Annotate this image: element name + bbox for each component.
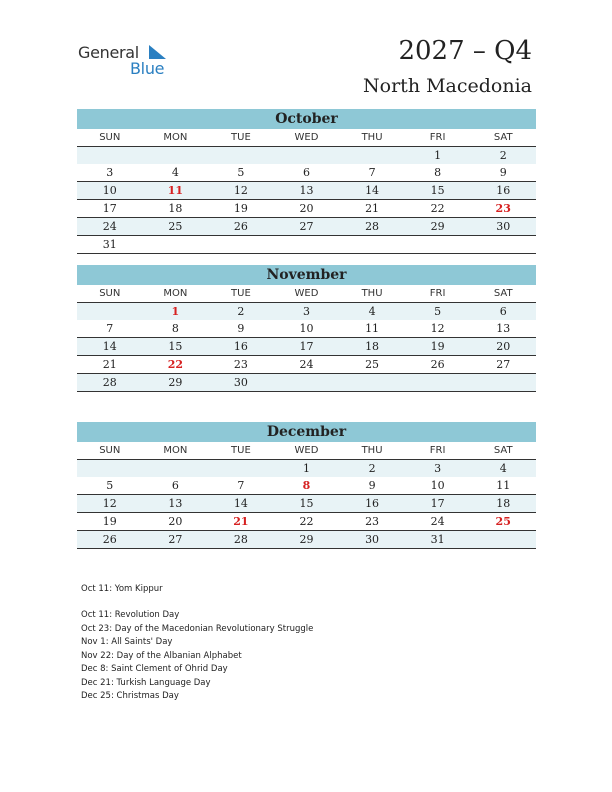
weekday-label: FRI [429, 445, 446, 456]
day-cell: 26 [233, 220, 248, 233]
day-cell: 13 [496, 322, 511, 335]
day-cell: 24 [299, 358, 314, 371]
day-cell: 23 [495, 202, 511, 215]
day-cell: 2 [368, 462, 376, 475]
holiday-note: Oct 23: Day of the Macedonian Revolutionary Struggle [81, 623, 314, 634]
month-november [77, 265, 536, 392]
day-cell: 28 [102, 376, 117, 389]
weekday-label: FRI [429, 288, 446, 299]
week-row [77, 495, 536, 513]
day-cell: 4 [499, 462, 507, 475]
day-cell: 25 [495, 515, 511, 528]
day-cell: 27 [299, 220, 314, 233]
week-row [77, 303, 536, 320]
weekday-label: SAT [493, 288, 513, 299]
day-cell: 29 [168, 376, 183, 389]
empty-day-cell [208, 460, 274, 477]
empty-day-cell [339, 374, 405, 391]
empty-day-cell [470, 531, 536, 548]
day-cell: 12 [430, 322, 445, 335]
month-title: October [77, 109, 536, 129]
weekday-label: THU [361, 445, 383, 456]
day-cell: 22 [299, 515, 314, 528]
week-row [77, 374, 536, 392]
weekday-header-row [77, 285, 536, 303]
month-title: December [77, 422, 536, 442]
holiday-note: Oct 11: Revolution Day [81, 610, 180, 620]
day-cell: 16 [365, 497, 380, 510]
day-cell: 22 [167, 358, 183, 371]
day-cell: 11 [496, 479, 511, 492]
day-cell: 18 [168, 202, 183, 215]
day-cell: 6 [171, 479, 179, 492]
weekday-label: TUE [231, 132, 251, 143]
empty-day-cell [470, 236, 536, 253]
day-cell: 31 [102, 238, 117, 251]
empty-day-cell [143, 460, 209, 477]
month-december [77, 422, 536, 549]
week-row [77, 513, 536, 531]
day-cell: 15 [168, 340, 183, 353]
day-cell: 2 [499, 149, 507, 162]
week-row [77, 147, 536, 164]
day-cell: 23 [233, 358, 248, 371]
week-row [77, 164, 536, 182]
weekday-label: FRI [429, 132, 446, 143]
logo-triangle-icon [149, 45, 167, 61]
logo-text-blue: Blue [130, 59, 165, 78]
holiday-note: Dec 25: Christmas Day [81, 691, 179, 701]
day-cell: 21 [102, 358, 117, 371]
holiday-note: Nov 1: All Saints' Day [81, 637, 173, 647]
day-cell: 16 [233, 340, 248, 353]
day-cell: 17 [430, 497, 445, 510]
day-cell: 1 [434, 149, 442, 162]
day-cell: 19 [233, 202, 248, 215]
empty-day-cell [339, 147, 405, 164]
empty-day-cell [208, 236, 274, 253]
day-cell: 3 [106, 166, 114, 179]
holiday-note: Dec 8: Saint Clement of Ohrid Day [81, 664, 228, 674]
day-cell: 7 [106, 322, 114, 335]
empty-day-cell [77, 147, 143, 164]
day-cell: 17 [102, 202, 117, 215]
day-cell: 18 [496, 497, 511, 510]
week-row [77, 356, 536, 374]
day-cell: 8 [171, 322, 179, 335]
day-cell: 24 [430, 515, 445, 528]
empty-day-cell [77, 460, 143, 477]
empty-day-cell [405, 374, 471, 391]
day-cell: 31 [430, 533, 445, 546]
month-october [77, 109, 536, 254]
empty-day-cell [274, 236, 340, 253]
empty-day-cell [77, 303, 143, 320]
empty-day-cell [274, 147, 340, 164]
empty-day-cell [339, 236, 405, 253]
day-cell: 11 [167, 184, 183, 197]
weekday-label: SUN [99, 288, 121, 299]
day-cell: 8 [434, 166, 442, 179]
holiday-note: Dec 21: Turkish Language Day [81, 677, 211, 688]
weekday-label: MON [163, 132, 188, 143]
week-row [77, 182, 536, 200]
day-cell: 29 [299, 533, 314, 546]
day-cell: 26 [430, 358, 445, 371]
holiday-note: Nov 22: Day of the Albanian Alphabet [81, 650, 242, 661]
day-cell: 20 [299, 202, 314, 215]
day-cell: 13 [168, 497, 183, 510]
logo [78, 43, 178, 79]
day-cell: 15 [299, 497, 314, 510]
week-row [77, 218, 536, 236]
month-title: November [77, 265, 536, 285]
weekday-label: THU [361, 288, 383, 299]
empty-day-cell [274, 374, 340, 391]
day-cell: 12 [233, 184, 248, 197]
day-cell: 14 [233, 497, 248, 510]
week-row [77, 338, 536, 356]
day-cell: 23 [365, 515, 380, 528]
weekday-label: MON [163, 288, 188, 299]
day-cell: 5 [106, 479, 114, 492]
week-row [77, 236, 536, 254]
weekday-label: SAT [493, 132, 513, 143]
empty-day-cell [143, 147, 209, 164]
weekday-label: MON [163, 445, 188, 456]
day-cell: 1 [302, 462, 310, 475]
day-cell: 26 [102, 533, 117, 546]
day-cell: 1 [171, 305, 180, 318]
empty-day-cell [208, 147, 274, 164]
day-cell: 21 [233, 515, 249, 528]
day-cell: 9 [499, 166, 507, 179]
day-cell: 15 [430, 184, 445, 197]
day-cell: 12 [102, 497, 117, 510]
weekday-label: SAT [493, 445, 513, 456]
holiday-notes-list [81, 609, 313, 704]
day-cell: 30 [233, 376, 248, 389]
day-cell: 25 [365, 358, 380, 371]
day-cell: 6 [302, 166, 310, 179]
weekday-label: WED [294, 445, 319, 456]
country-name: North Macedonia [363, 75, 532, 97]
day-cell: 10 [430, 479, 445, 492]
holiday-note: Oct 11: Yom Kippur [81, 584, 163, 594]
weekday-label: TUE [231, 288, 251, 299]
week-row [77, 320, 536, 338]
empty-day-cell [405, 236, 471, 253]
day-cell: 5 [237, 166, 245, 179]
day-cell: 28 [233, 533, 248, 546]
day-cell: 30 [365, 533, 380, 546]
day-cell: 11 [365, 322, 380, 335]
day-cell: 17 [299, 340, 314, 353]
day-cell: 25 [168, 220, 183, 233]
day-cell: 3 [434, 462, 442, 475]
day-cell: 27 [496, 358, 511, 371]
day-cell: 30 [496, 220, 511, 233]
day-cell: 7 [237, 479, 245, 492]
day-cell: 5 [434, 305, 442, 318]
day-cell: 10 [299, 322, 314, 335]
logo-text-general: General [78, 43, 139, 62]
weekday-label: SUN [99, 445, 121, 456]
weekday-label: WED [294, 132, 319, 143]
day-cell: 9 [237, 322, 245, 335]
week-row [77, 460, 536, 477]
weekday-label: SUN [99, 132, 121, 143]
day-cell: 22 [430, 202, 445, 215]
day-cell: 10 [102, 184, 117, 197]
day-cell: 29 [430, 220, 445, 233]
weekday-header-row [77, 129, 536, 147]
day-cell: 4 [368, 305, 376, 318]
day-cell: 6 [499, 305, 507, 318]
day-cell: 16 [496, 184, 511, 197]
weekday-label: WED [294, 288, 319, 299]
day-cell: 28 [365, 220, 380, 233]
day-cell: 21 [365, 202, 380, 215]
day-cell: 14 [365, 184, 380, 197]
day-cell: 20 [496, 340, 511, 353]
day-cell: 8 [302, 479, 311, 492]
page-title: 2027 – Q4 [398, 36, 532, 66]
day-cell: 18 [365, 340, 380, 353]
day-cell: 13 [299, 184, 314, 197]
day-cell: 14 [102, 340, 117, 353]
day-cell: 9 [368, 479, 376, 492]
day-cell: 24 [102, 220, 117, 233]
day-cell: 27 [168, 533, 183, 546]
day-cell: 19 [430, 340, 445, 353]
empty-day-cell [470, 374, 536, 391]
weekday-label: THU [361, 132, 383, 143]
observances-list [81, 583, 163, 597]
day-cell: 7 [368, 166, 376, 179]
empty-day-cell [143, 236, 209, 253]
day-cell: 19 [102, 515, 117, 528]
day-cell: 20 [168, 515, 183, 528]
day-cell: 4 [171, 166, 179, 179]
week-row [77, 531, 536, 549]
weekday-header-row [77, 442, 536, 460]
week-row [77, 477, 536, 495]
day-cell: 2 [237, 305, 245, 318]
weekday-label: TUE [231, 445, 251, 456]
day-cell: 3 [302, 305, 310, 318]
week-row [77, 200, 536, 218]
